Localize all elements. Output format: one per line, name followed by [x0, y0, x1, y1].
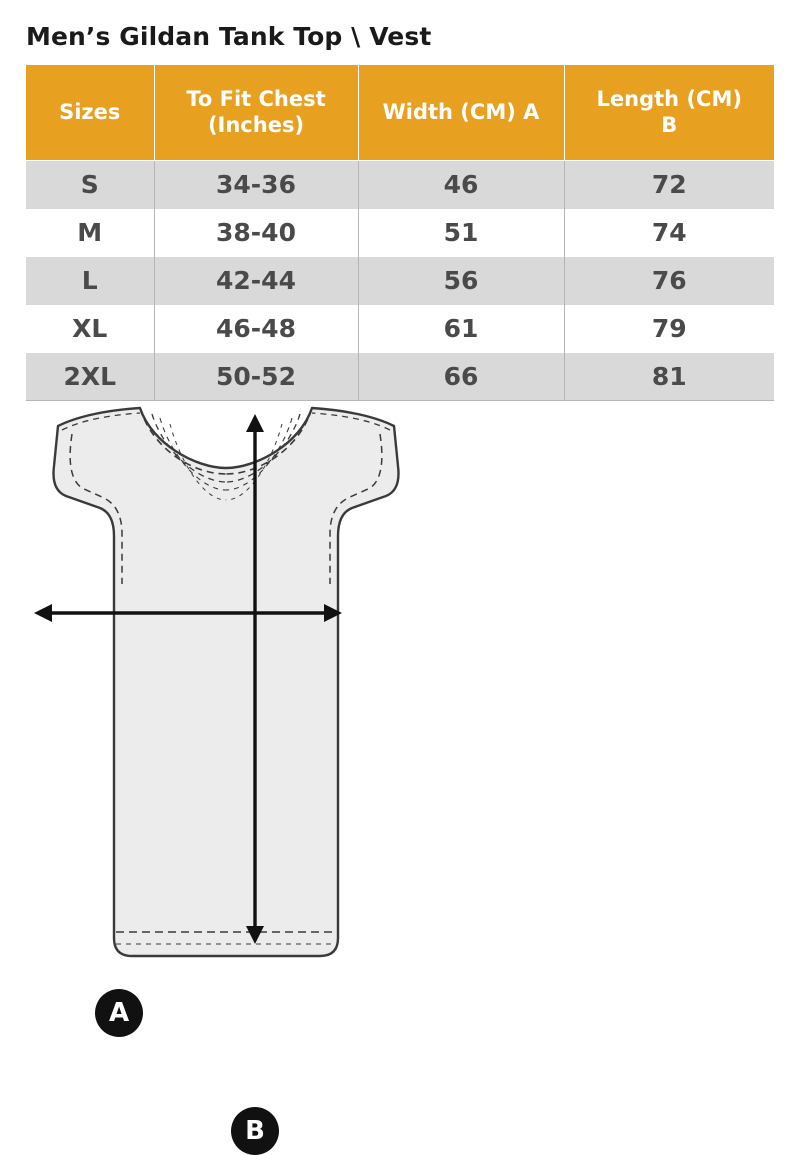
marker-a: A [95, 989, 143, 1037]
cell-length: 76 [564, 257, 774, 305]
cell-length: 79 [564, 305, 774, 353]
cell-chest: 38-40 [154, 209, 358, 257]
garment-outline [54, 408, 399, 956]
column-header-width-line-1: Width (CM) A [382, 99, 540, 124]
table-header-row [26, 65, 774, 161]
table-row [26, 353, 774, 401]
cell-size: 2XL [26, 353, 154, 401]
column-header-sizes-line-1: Sizes [59, 99, 121, 124]
column-header-length [564, 65, 774, 161]
column-header-width [358, 65, 564, 161]
table-row [26, 161, 774, 209]
column-header-length-line-2: B [661, 112, 678, 137]
cell-size: XL [26, 305, 154, 353]
table-row [26, 257, 774, 305]
cell-chest: 34-36 [154, 161, 358, 209]
cell-chest: 50-52 [154, 353, 358, 401]
cell-length: 81 [564, 353, 774, 401]
cell-width: 51 [358, 209, 564, 257]
size-chart-table [26, 64, 774, 401]
cell-size: L [26, 257, 154, 305]
table-row [26, 209, 774, 257]
table-row [26, 305, 774, 353]
column-header-chest [154, 65, 358, 161]
cell-width: 61 [358, 305, 564, 353]
cell-width: 66 [358, 353, 564, 401]
cell-size: S [26, 161, 154, 209]
cell-width: 56 [358, 257, 564, 305]
tank-top-illustration [0, 404, 800, 985]
cell-length: 74 [564, 209, 774, 257]
column-header-length-line-1: Length (CM) [596, 86, 742, 111]
cell-chest: 46-48 [154, 305, 358, 353]
cell-width: 46 [358, 161, 564, 209]
marker-b: B [231, 1107, 279, 1155]
cell-size: M [26, 209, 154, 257]
page-title: Men’s Gildan Tank Top \ Vest [26, 22, 432, 51]
column-header-chest-line-2: (Inches) [207, 112, 305, 137]
cell-length: 72 [564, 161, 774, 209]
column-header-chest-line-1: To Fit Chest [186, 86, 326, 111]
cell-chest: 42-44 [154, 257, 358, 305]
garment-diagram [0, 404, 800, 1146]
column-header-sizes [26, 65, 154, 161]
